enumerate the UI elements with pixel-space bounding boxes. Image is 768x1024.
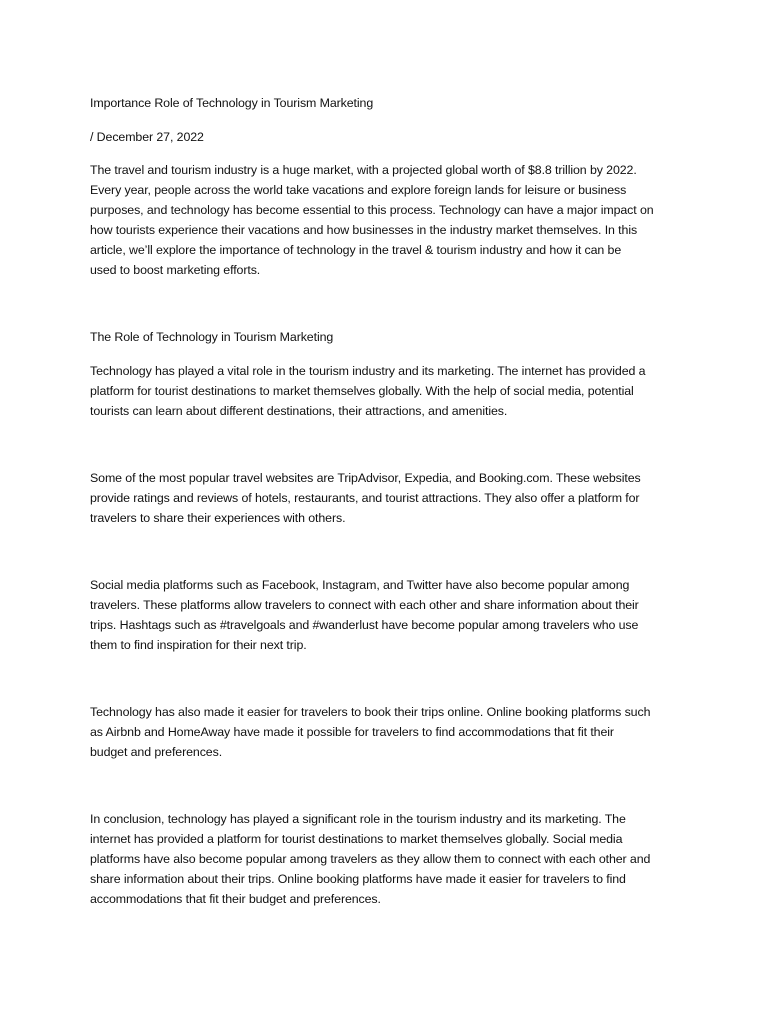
spacer: [90, 669, 690, 702]
paragraph-conclusion: In conclusion, technology has played a significant role in the tourism industry and its marketing. The internet has provided a platform for tourist destinations to market themselves globally. Social media platforms have also become popular among travelers as they allow them to connect with each other and share information about their trips. Online booking platforms have made it easier for travelers to find accommodations that fit their budget and preferences.: [90, 812, 651, 906]
paragraph-social-media: Social media platforms such as Facebook, Instagram, and Twitter have also become popular among travelers. These platforms allow travelers to connect with each other and share information about their trips. Hashtags such as #travelgoals and #wanderlust have become popular among travelers who use them to find inspiration for their next trip.: [90, 578, 639, 652]
publish-date: / December 27, 2022: [90, 130, 204, 144]
spacer: [90, 294, 690, 327]
intro-paragraph: The travel and tourism industry is a huge market, with a projected global worth of $8.8 trillion by 2022. Every year, people across the world take vacations and explore foreign lands for leisure or business purposes, and technology has become essential to this process. Technology can have a major impact on how tourists experience their vacations and how businesses in the industry market themselves. In this article, we’ll explore the importance of technology in the travel & tourism industry and how it can be used to boost marketing efforts.: [90, 163, 654, 277]
paragraph-online-booking: Technology has also made it easier for travelers to book their trips online. Online booking platforms such as Airbnb and HomeAway have made it possible for travelers to find accommodations that fit their budget and preferences.: [90, 705, 651, 759]
document-body: [90, 93, 690, 923]
spacer: [90, 435, 690, 468]
paragraph-technology-role: Technology has played a vital role in the tourism industry and its marketing. The internet has provided a platform for tourist destinations to market themselves globally. With the help of social media, potential tourists can learn about different destinations, their attractions, and amenities.: [90, 364, 646, 418]
section-heading: The Role of Technology in Tourism Marketing: [90, 330, 334, 344]
document-title: Importance Role of Technology in Tourism Marketing: [90, 96, 374, 110]
paragraph-travel-websites: Some of the most popular travel websites are TripAdvisor, Expedia, and Booking.com. These websites provide ratings and reviews of hotels, restaurants, and tourist attractions. They also offer a platform for travelers to share their experiences with others.: [90, 471, 641, 525]
spacer: [90, 542, 690, 575]
spacer: [90, 776, 690, 809]
